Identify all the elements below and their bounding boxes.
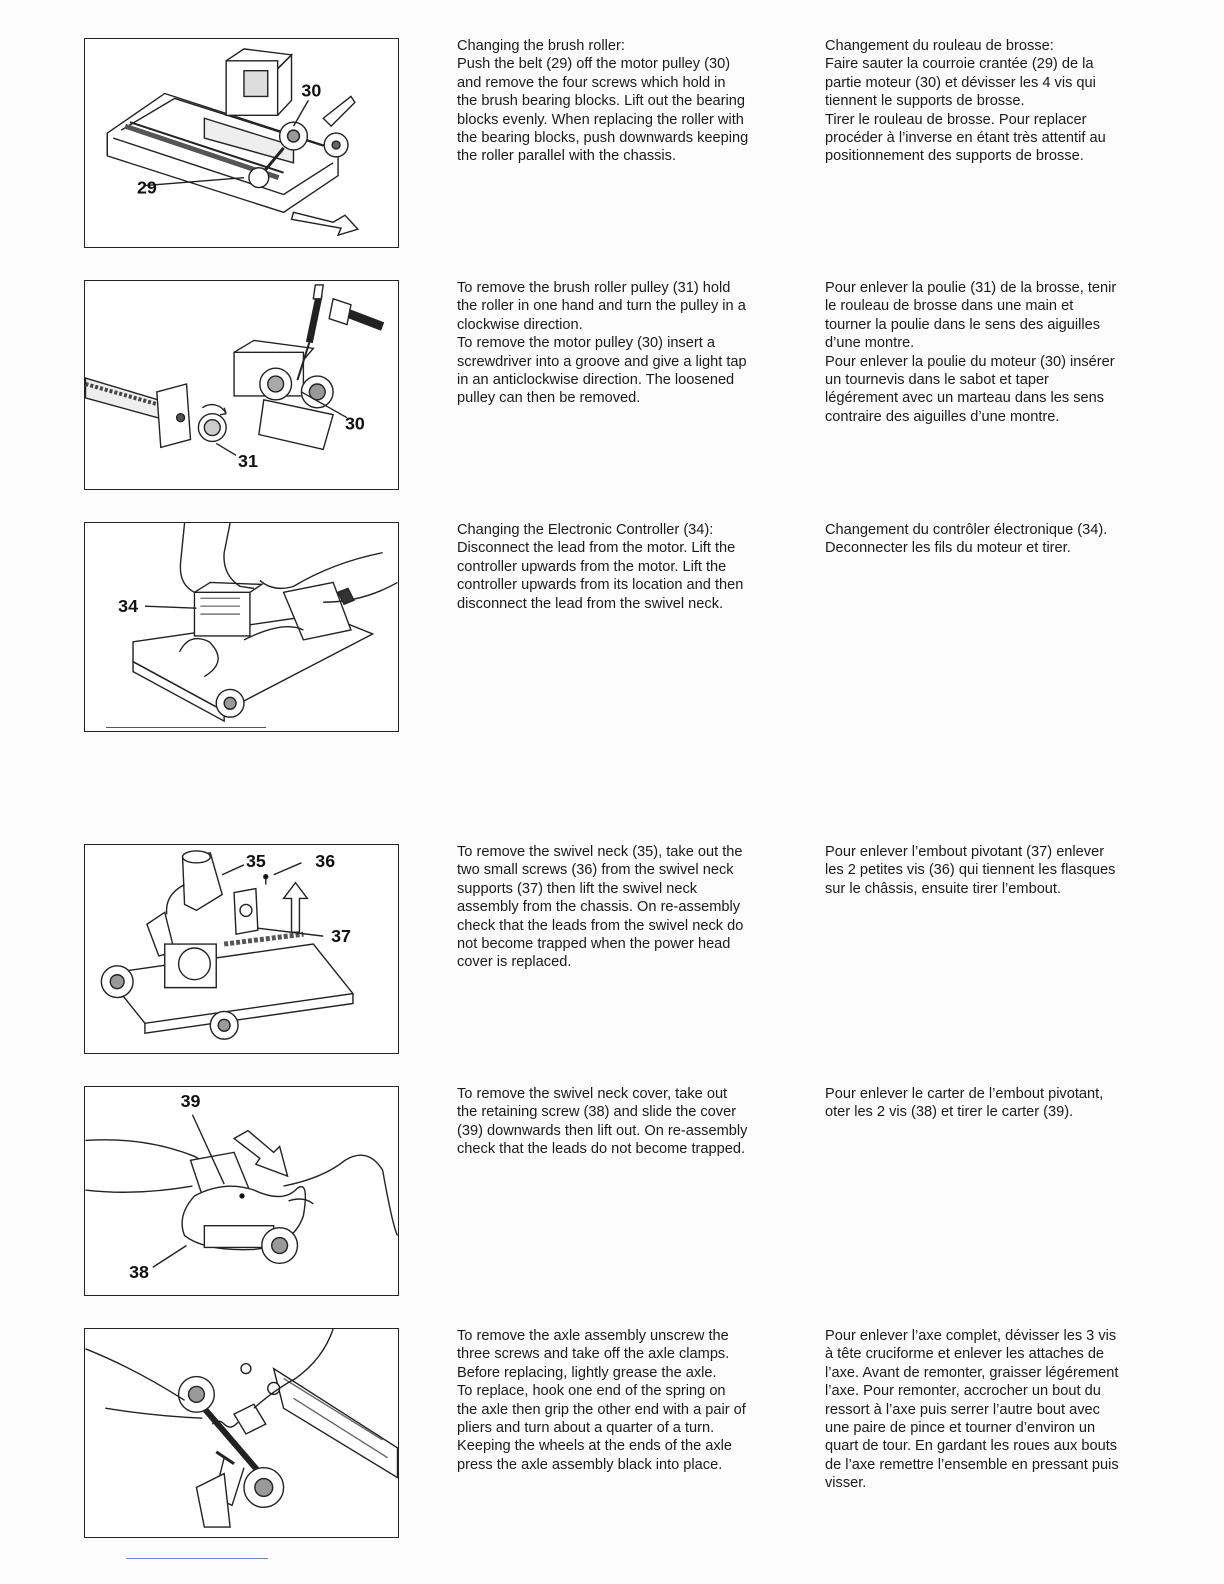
callout-37: 37: [331, 926, 351, 947]
controller-text-fr: Changement du contrôler électronique (34). Deconnecter les fils du moteur et tirer.: [825, 522, 1108, 557]
callout-31: 31: [238, 451, 258, 472]
pulley-text-fr: Pour enlever la poulie (31) de la brosse, tenir le rouleau de brosse dans une main et tourner la poulie dans le sens des aiguilles d’une montre. Pour enlever la poulie du moteur (30) insérer un tournevis dans le sabot et taper légérement avec un marteau dans les sens contraire des aiguilles d’une montre.: [825, 280, 1117, 425]
footer-rule: [126, 1558, 268, 1559]
brush-roller-illustration: [85, 39, 398, 247]
callout-36: 36: [315, 850, 336, 871]
swivel-cover-text-en: To remove the swivel neck cover, take out the retaining screw (38) and slide the cover (39) downwards then lift out. On re-assembly check that the leads do not become trapped.: [457, 1086, 748, 1158]
callout-30: 30: [345, 413, 365, 434]
callout-38: 38: [129, 1262, 149, 1283]
brush-roller-text-en: Changing the brush roller: Push the belt (29) off the motor pulley (30) and remove the four screws which hold in the brush bearing blocks. Lift out the bearing blocks evenly. When replacing the roller with the bearing blocks, push downwards keeping the roller parallel with the chassis.: [457, 38, 749, 165]
scan-artifact-line: [106, 727, 266, 728]
pulley-removal-illustration: [85, 281, 398, 489]
callout-29: 29: [137, 177, 157, 198]
swivel-neck-illustration: [85, 845, 398, 1053]
axle-text-en: To remove the axle assembly unscrew the three screws and take off the axle clamps. Before replacing, lightly grease the axle. To replace, hook one end of the spring on the axle then grip the other end with a pair of pliers and turn about a quarter of a turn. Keeping the wheels at the ends of the axle press the axle assembly black into place.: [457, 1328, 746, 1473]
callout-39: 39: [180, 1090, 201, 1111]
callout-35: 35: [245, 850, 266, 871]
figure-brush-roller: [84, 38, 399, 248]
callout-30: 30: [301, 80, 322, 101]
callout-34: 34: [118, 596, 139, 617]
figure-swivel-neck: [84, 844, 399, 1054]
figure-electronic-controller: [84, 522, 399, 732]
figure-pulley-removal: [84, 280, 399, 490]
axle-text-fr: Pour enlever l’axe complet, dévisser les 3 vis à tête cruciforme et enlever les attaches de l’axe. Avant de remonter, graisser légérement l’axe. Pour remonter, accrocher un bout du ressort à l’axe puis serrer l’autre bout avec une paire de pince et tourner d’environ un quart de tour. En gardant les roues aux bouts de l’axe remettre l’ensemble en pressant puis visser.: [825, 1328, 1119, 1492]
figure-axle-assembly: [84, 1328, 399, 1538]
brush-roller-text-fr: Changement du rouleau de brosse: Faire sauter la courroie crantée (29) de la partie moteur (30) et dévisser les 4 vis qui tiennent le supports de brosse. Tirer le rouleau de brosse. Pour replacer procéder à l’inverse en étant très attentif au positionnement des supports de brosse.: [825, 38, 1106, 165]
swivel-neck-text-en: To remove the swivel neck (35), take out the two small screws (36) from the swivel neck supports (37) then lift the swivel neck assembly from the chassis. On re-assembly check that the leads from the swivel neck do not become trapped when the power head cover is replaced.: [457, 844, 744, 971]
swivel-cover-text-fr: Pour enlever le carter de l’embout pivotant, oter les 2 vis (38) et tirer le carter (39).: [825, 1086, 1104, 1121]
swivel-neck-text-fr: Pour enlever l’embout pivotant (37) enlever les 2 petites vis (36) qui tiennent les flasques sur le châssis, ensuite tirer l’embout.: [825, 844, 1116, 897]
controller-illustration: [85, 523, 398, 731]
figure-swivel-neck-cover: [84, 1086, 399, 1296]
controller-text-en: Changing the Electronic Controller (34): Disconnect the lead from the motor. Lift the controller upwards from the motor. Lift the controller upwards from its location and then disconnect the lead from the swivel neck.: [457, 522, 744, 612]
axle-illustration: [85, 1329, 398, 1537]
swivel-cover-illustration: [85, 1087, 398, 1295]
pulley-text-en: To remove the brush roller pulley (31) hold the roller in one hand and turn the pulley in a clockwise direction. To remove the motor pulley (30) insert a screwdriver into a groove and give a light tap in an anticlockwise direction. The loosened pulley can then be removed.: [457, 280, 747, 407]
